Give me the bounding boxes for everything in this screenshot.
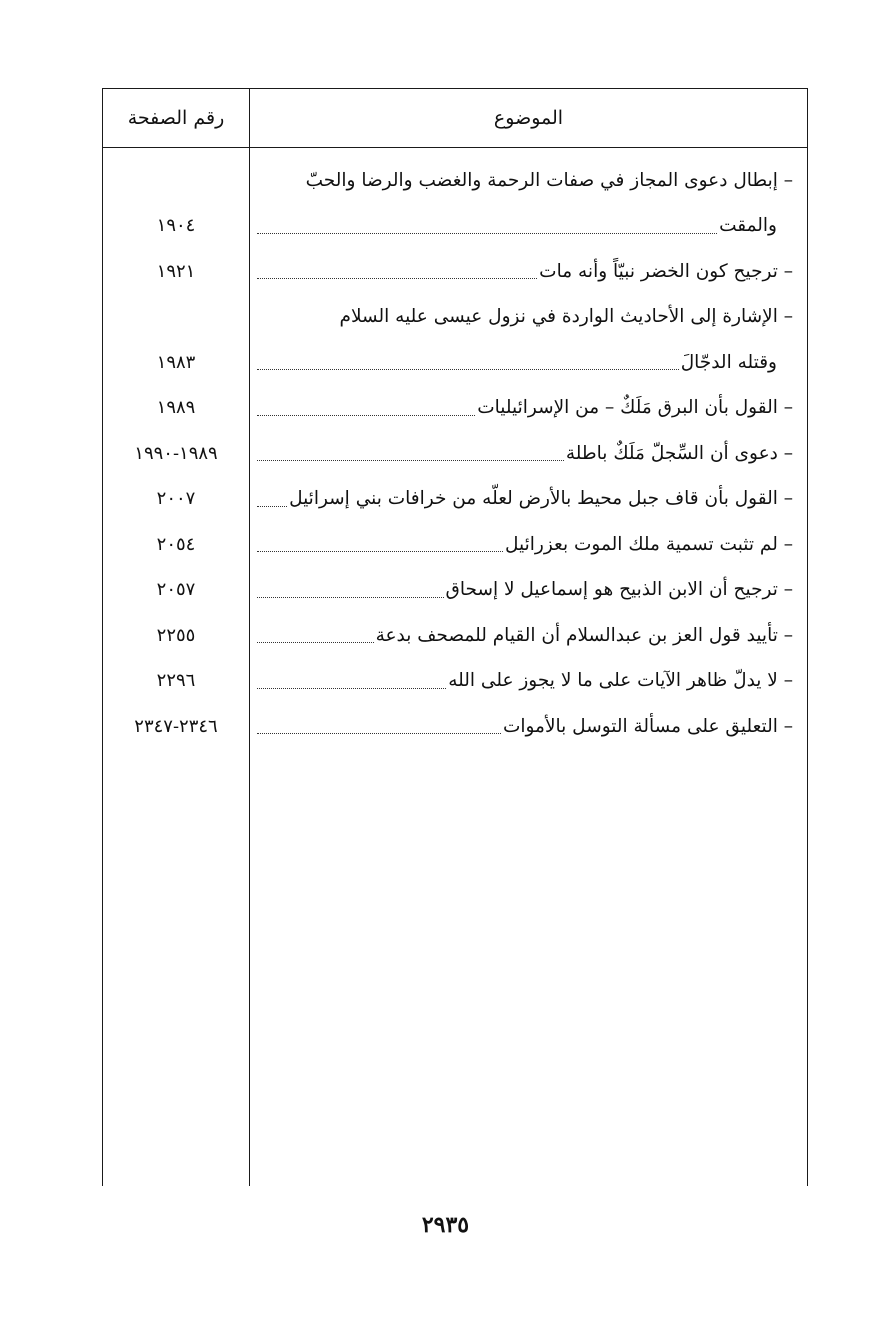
table-row xyxy=(103,661,807,701)
page-cell xyxy=(103,160,249,200)
topic-cell xyxy=(255,160,793,200)
topic-cell xyxy=(255,251,793,291)
dot-leader xyxy=(257,597,444,598)
page-cell: ٢٠٥٤ xyxy=(156,533,196,555)
topic-column-header: الموضوع xyxy=(493,106,564,129)
topic-text: – لا يدلّ ظاهر الآيات على ما لا يجوز على الله xyxy=(448,670,793,691)
topic-cell xyxy=(255,342,793,382)
dot-leader xyxy=(257,233,717,234)
topic-cell xyxy=(255,433,793,473)
topic-text: – التعليق على مسألة التوسل بالأموات xyxy=(502,715,793,737)
topic-text: وقتله الدجّالَ xyxy=(680,351,777,373)
page-cell: ٢٢٩٦ xyxy=(156,670,196,691)
table-row xyxy=(103,342,807,382)
topic-text: – الإشارة إلى الأحاديث الواردة في نزول عيسى عليه السلام xyxy=(339,306,793,327)
table-row xyxy=(103,706,807,746)
table-row xyxy=(103,160,807,200)
topic-text: – لم تثبت تسمية ملك الموت بعزرائيل xyxy=(505,533,793,555)
table-row xyxy=(103,479,807,519)
page-cell: ١٩٨٩ xyxy=(156,397,196,418)
page-cell: ٢٠٠٧ xyxy=(156,488,196,509)
dot-leader xyxy=(257,415,475,416)
table-row xyxy=(103,433,807,473)
topic-cell xyxy=(255,206,793,246)
topic-text: – دعوى أن السِّجلّ مَلَكٌ باطلة xyxy=(565,442,793,464)
index-table xyxy=(102,88,808,1186)
page-column-header: رقم الصفحة xyxy=(127,106,225,129)
table-row xyxy=(103,251,807,291)
topic-text: – إبطال دعوى المجاز في صفات الرحمة والغضب والرضا والحبّ xyxy=(305,169,793,191)
dot-leader xyxy=(257,551,503,552)
topic-cell xyxy=(255,570,793,610)
page-cell: ٢٣٤٦-٢٣٤٧ xyxy=(134,715,218,737)
topic-cell xyxy=(255,706,793,746)
table-row xyxy=(103,615,807,655)
topic-text: – القول بأن البرق مَلَكٌ – من الإسرائيليات xyxy=(477,397,793,418)
dot-leader xyxy=(257,642,374,643)
dot-leader xyxy=(257,460,564,461)
page-cell: ١٩٨٣ xyxy=(156,351,196,373)
dot-leader xyxy=(257,369,679,370)
topic-text: والمقت xyxy=(719,215,777,236)
page-cell: ٢٢٥٥ xyxy=(156,624,196,646)
topic-cell xyxy=(255,479,793,519)
topic-cell xyxy=(255,388,793,428)
topic-cell xyxy=(255,615,793,655)
topic-text: – ترجيح أن الابن الذبيح هو إسماعيل لا إسحاق xyxy=(445,579,793,600)
table-row xyxy=(103,570,807,610)
page-cell: ١٩٨٩-١٩٩٠ xyxy=(134,442,218,464)
page-cell: ١٩٠٤ xyxy=(156,215,196,236)
topic-text: – تأييد قول العز بن عبدالسلام أن القيام للمصحف بدعة xyxy=(375,624,793,646)
table-row xyxy=(103,206,807,246)
table-row xyxy=(103,388,807,428)
topic-text: – القول بأن قاف جبل محيط بالأرض لعلّه من خرافات بني إسرائيل xyxy=(289,488,793,509)
dot-leader xyxy=(257,688,446,689)
dot-leader xyxy=(257,733,501,734)
topic-text: – ترجيح كون الخضر نبيّاً وأنه مات xyxy=(539,260,793,282)
page-cell: ١٩٢١ xyxy=(156,260,196,282)
topic-cell xyxy=(255,661,793,701)
table-row xyxy=(103,524,807,564)
header-bottom-rule xyxy=(103,147,807,148)
dot-leader xyxy=(257,506,287,507)
dot-leader xyxy=(257,278,537,279)
topic-cell xyxy=(255,524,793,564)
page-cell xyxy=(103,297,249,337)
table-row xyxy=(103,297,807,337)
page-number: ٢٩٣٥ xyxy=(421,1212,470,1238)
topic-cell xyxy=(255,297,793,337)
page-cell: ٢٠٥٧ xyxy=(156,579,196,600)
